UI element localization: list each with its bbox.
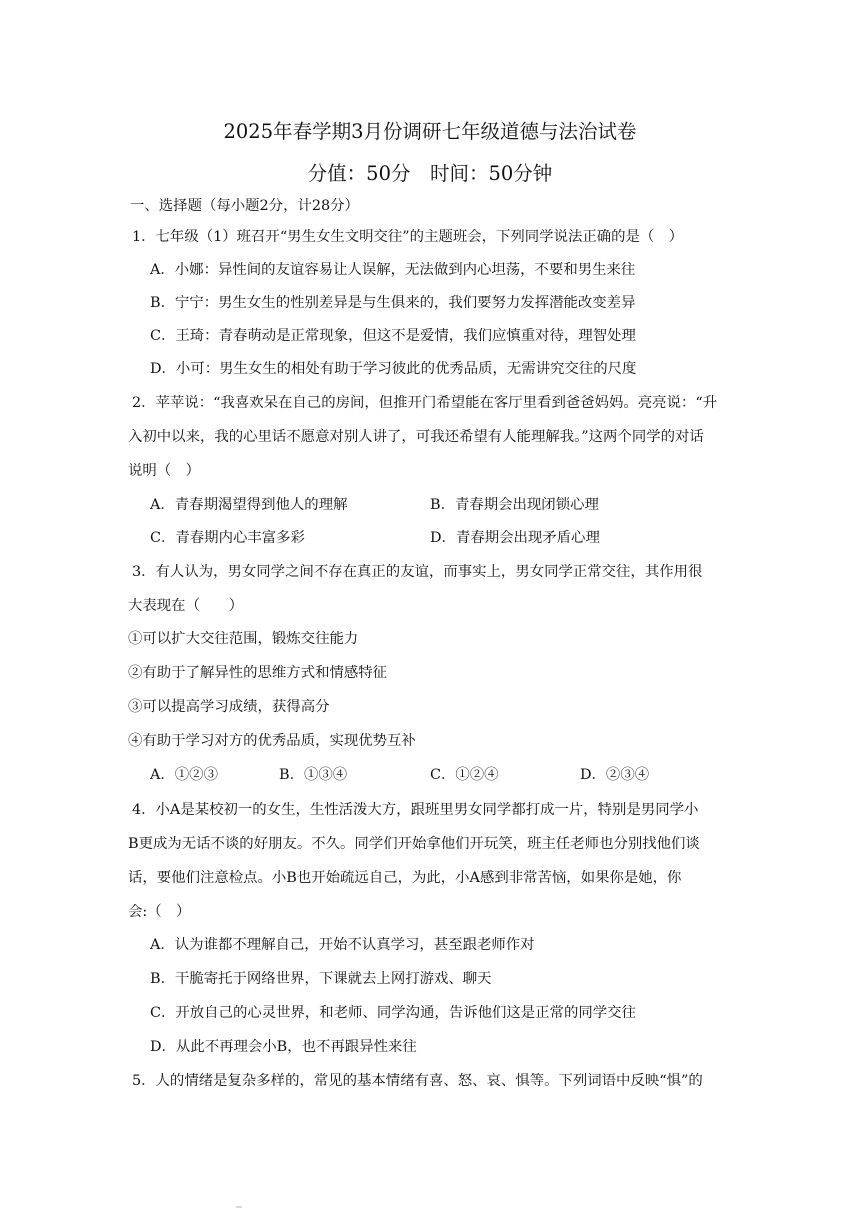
q4-option-b: B．干脆寄托于网络世界，下课就去上网打游戏、聊天 (150, 971, 492, 987)
q3-option-b: B．①③④ (279, 767, 348, 783)
q2-option-d: D．青春期会出现矛盾心理 (430, 530, 600, 546)
q3-item-3: ③可以提高学习成绩，获得高分 (128, 699, 330, 715)
question-3-stem-line-1: 3．有人认为，男女同学之间不存在真正的友谊，而事实上，男女同学正常交往，其作用很 (132, 564, 703, 580)
q1-option-b: B．宁宁：男生女生的性别差异是与生俱来的，我们要努力发挥潜能改变差异 (150, 295, 636, 311)
question-4-stem-line-2: B更成为无话不谈的好朋友。不久。同学们开始拿他们开玩笑，班主任老师也分别找他们谈 (128, 836, 700, 852)
q3-item-1: ①可以扩大交往范围，锻炼交往能力 (128, 631, 359, 647)
q3-option-d: D．②③④ (580, 767, 650, 783)
q4-option-d: D．从此不再理会小B，也不再跟异性来往 (150, 1039, 417, 1055)
q2-option-c: C．青春期内心丰富多彩 (150, 530, 305, 546)
q1-option-d: D．小可：男生女生的相处有助于学习彼此的优秀品质，无需讲究交往的尺度 (150, 361, 637, 377)
q4-option-a: A．认为谁都不理解自己，开始不认真学习，甚至跟老师作对 (150, 937, 535, 953)
q1-option-c: C．王琦：青春萌动是正常现象，但这不是爱情，我们应慎重对待，理智处理 (150, 328, 636, 344)
q3-option-c: C．①②④ (430, 767, 499, 783)
q3-item-2: ②有助于了解异性的思维方式和情感特征 (128, 665, 388, 681)
question-5-stem-line-1: 5．人的情绪是复杂多样的，常见的基本情绪有喜、怒、哀、惧等。下列词语中反映“惧”的 (132, 1073, 703, 1089)
question-4-stem-line-4: 会:（ ） (128, 904, 191, 920)
page-mark (236, 1206, 242, 1208)
question-1-stem: 1．七年级（1）班召开“男生女生文明交往”的主题班会，下列同学说法正确的是（ ） (132, 229, 684, 245)
q1-option-a: A．小娜：异性间的友谊容易让人误解，无法做到内心坦荡，不要和男生来往 (150, 262, 636, 278)
section-heading: 一、选择题（每小题2分，计28分） (130, 198, 359, 214)
question-3-stem-line-2: 大表现在（ ） (128, 598, 244, 614)
q4-option-c: C．开放自己的心灵世界，和老师、同学沟通，告诉他们这是正常的同学交往 (150, 1005, 636, 1021)
q2-option-a: A．青春期渴望得到他人的理解 (150, 497, 348, 513)
question-4-stem-line-3: 话，要他们注意检点。小B也开始疏远自己，为此，小A感到非常苦恼，如果你是她，你 (128, 870, 682, 886)
exam-subtitle: 分值：50分 时间：50分钟 (307, 162, 553, 185)
q2-option-b: B．青春期会出现闭锁心理 (430, 497, 599, 513)
question-2-stem-line-2: 入初中以来，我的心里话不愿意对别人讲了，可我还希望有人能理解我。”这两个同学的对话 (128, 429, 704, 445)
question-2-stem-line-1: 2．苹苹说：“我喜欢呆在自己的房间，但推开门希望能在客厅里看到爸爸妈妈。亮亮说：“升 (132, 395, 718, 411)
question-2-stem-line-3: 说明（ ） (128, 463, 200, 479)
exam-title: 2025年春学期3月份调研七年级道德与法治试卷 (223, 120, 637, 143)
q3-item-4: ④有助于学习对方的优秀品质，实现优势互补 (128, 733, 416, 749)
question-4-stem-line-1: 4．小A是某校初一的女生，生性活泼大方，跟班里男女同学都打成一片，特别是男同学小 (132, 802, 699, 818)
q3-option-a: A．①②③ (150, 767, 218, 783)
